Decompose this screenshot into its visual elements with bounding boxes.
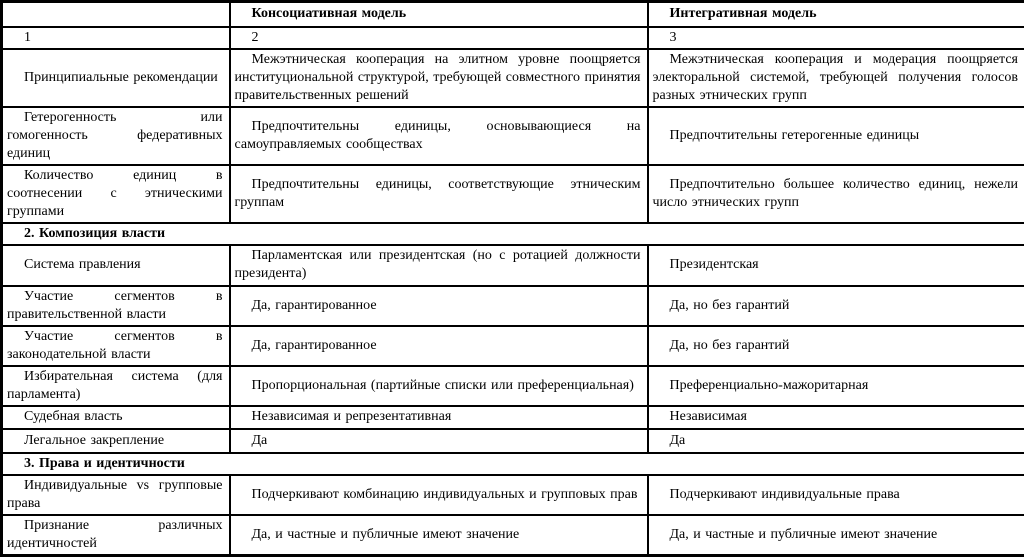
integrative-cell: Предпочтительны гетерогенные единицы	[648, 107, 1024, 165]
row-label: Принципиальные рекомендации	[2, 49, 230, 107]
table-row-electoral-system	[2, 366, 1024, 406]
consociational-cell: Да	[230, 429, 648, 453]
row-label: Признание различных идентичностей	[2, 515, 230, 556]
consociational-cell: Предпочтительны единицы, соответствующие этническим группам	[230, 165, 648, 223]
integrative-cell: Предпочтительно большее количество единиц, нежели число этнических групп	[648, 165, 1024, 223]
row-label: Количество единиц в соотнесении с этническими группами	[2, 165, 230, 223]
table-row-government-system	[2, 245, 1024, 286]
integrative-cell: Подчеркивают индивидуальные права	[648, 475, 1024, 515]
consociational-cell: Да, гарантированное	[230, 326, 648, 366]
integrative-cell: Преференциально-мажоритарная	[648, 366, 1024, 406]
integrative-cell: Президентская	[648, 245, 1024, 286]
row-label: Система правления	[2, 245, 230, 286]
consociational-cell: Предпочтительны единицы, основывающиеся на самоуправляемых сообществах	[230, 107, 648, 165]
consociational-cell: Да, и частные и публичные имеют значение	[230, 515, 648, 556]
row-label: Индивидуальные vs групповые права	[2, 475, 230, 515]
integrative-cell: Межэтническая кооперация и модерация поощряется электоральной системой, требующей получения голосов разных этнических групп	[648, 49, 1024, 107]
header-integrative: Интегративная модель	[648, 2, 1024, 27]
integrative-cell: Да	[648, 429, 1024, 453]
column-number-3: 3	[648, 27, 1024, 49]
column-number-2: 2	[230, 27, 648, 49]
table-row-executive-participation	[2, 286, 1024, 326]
section-title-power: 2. Композиция власти	[2, 223, 1024, 245]
table-row-individual-vs-group-rights	[2, 475, 1024, 515]
table-row-judiciary	[2, 406, 1024, 429]
section-title-rights: 3. Права и идентичности	[2, 453, 1024, 475]
header-consociational: Консоциативная модель	[230, 2, 648, 27]
row-label: Избирательная система (для парламента)	[2, 366, 230, 406]
integrative-cell: Независимая	[648, 406, 1024, 429]
integrative-cell: Да, но без гарантий	[648, 326, 1024, 366]
column-number-1: 1	[2, 27, 230, 49]
row-label: Легальное закрепление	[2, 429, 230, 453]
integrative-cell: Да, и частные и публичные имеют значение	[648, 515, 1024, 556]
header-empty-cell	[2, 2, 230, 27]
consociational-cell: Независимая и репрезентативная	[230, 406, 648, 429]
column-number-row	[2, 27, 1024, 49]
table-row-heterogeneity	[2, 107, 1024, 165]
row-label: Гетерогенность или гомогенность федеративных единиц	[2, 107, 230, 165]
table-row-legislative-participation	[2, 326, 1024, 366]
table-row-legal-entrenchment	[2, 429, 1024, 453]
table-row-unit-count	[2, 165, 1024, 223]
consociational-cell: Подчеркивают комбинацию индивидуальных и групповых прав	[230, 475, 648, 515]
consociational-cell: Да, гарантированное	[230, 286, 648, 326]
row-label: Участие сегментов в правительственной власти	[2, 286, 230, 326]
section-row-power	[2, 223, 1024, 245]
consociational-cell: Пропорциональная (партийные списки или преференциальная)	[230, 366, 648, 406]
integrative-cell: Да, но без гарантий	[648, 286, 1024, 326]
row-label: Судебная власть	[2, 406, 230, 429]
header-row	[2, 2, 1024, 27]
table-row-recommendations	[2, 49, 1024, 107]
row-label: Участие сегментов в законодательной власти	[2, 326, 230, 366]
table-row-identity-recognition	[2, 515, 1024, 556]
consociational-cell: Парламентская или президентская (но с ротацией должности президента)	[230, 245, 648, 286]
consociational-cell: Межэтническая кооперация на элитном уровне поощряется институциональной структурой, требующей совместного принятия правительственных решений	[230, 49, 648, 107]
section-row-rights	[2, 453, 1024, 475]
